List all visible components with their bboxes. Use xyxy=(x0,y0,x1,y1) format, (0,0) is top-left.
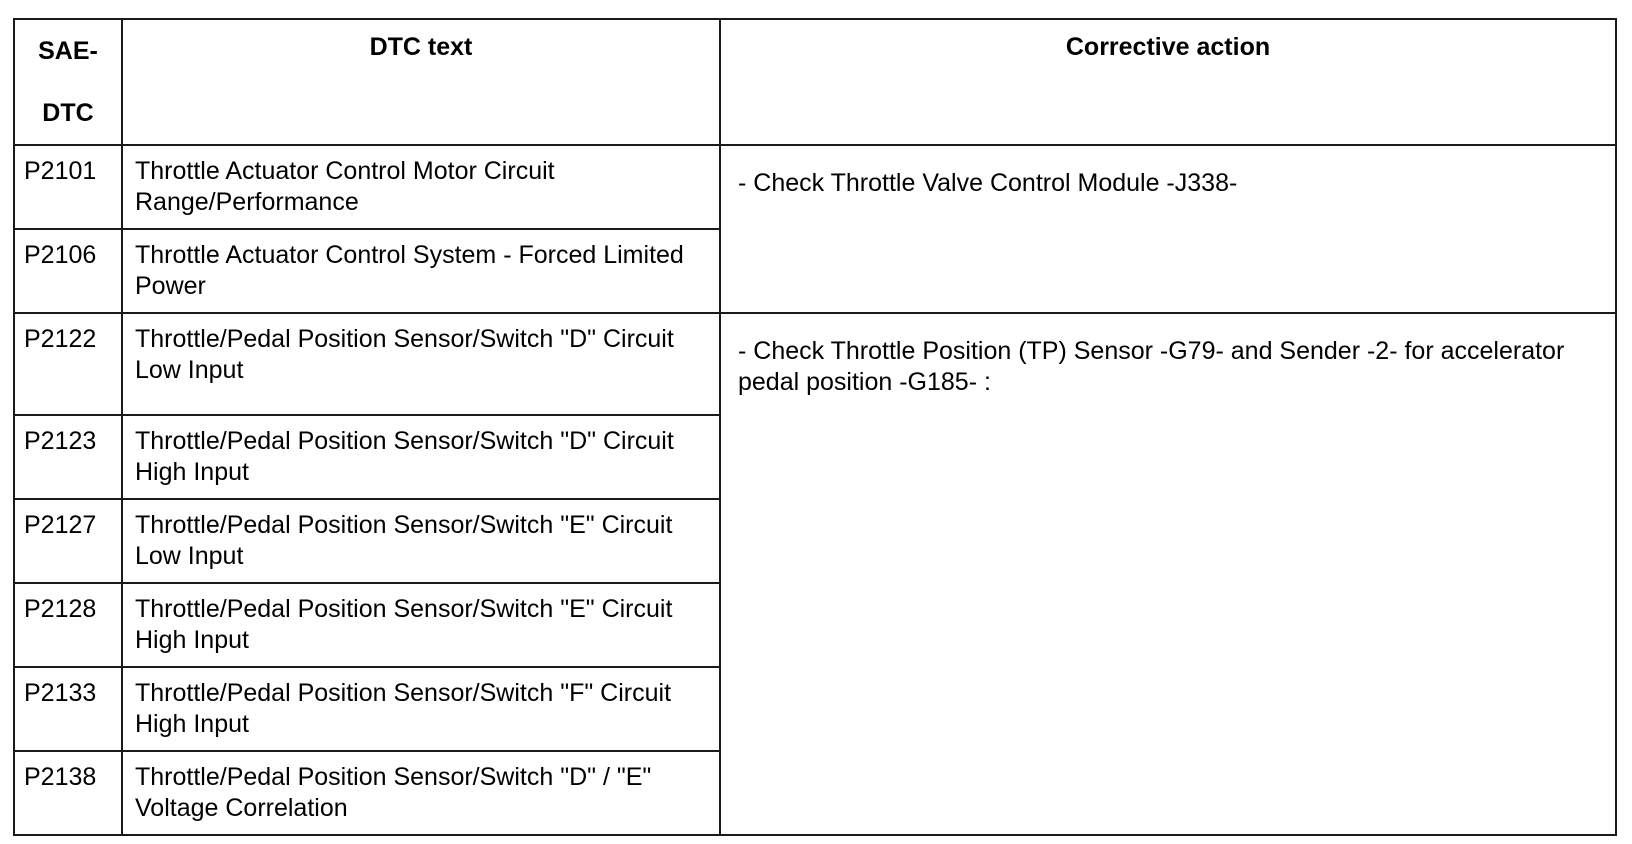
dtc-text-cell: Throttle/Pedal Position Sensor/Switch "E" Circuit Low Input xyxy=(122,499,720,583)
corrective-action-cell: - Check Throttle Valve Control Module -J338- xyxy=(720,145,1616,313)
dtc-text-cell: Throttle Actuator Control System - Forced Limited Power xyxy=(122,229,720,313)
header-sae-dtc-line1: SAE- xyxy=(38,37,98,65)
header-row xyxy=(14,19,1616,145)
dtc-text-cell: Throttle/Pedal Position Sensor/Switch "D" Circuit High Input xyxy=(122,415,720,499)
dtc-code-cell: P2122 xyxy=(14,313,122,415)
dtc-text-cell: Throttle/Pedal Position Sensor/Switch "D" / "E" Voltage Correlation xyxy=(122,751,720,835)
dtc-code-cell: P2133 xyxy=(14,667,122,751)
header-sae-dtc-line2: DTC xyxy=(42,99,94,127)
dtc-code-cell: P2106 xyxy=(14,229,122,313)
dtc-code-cell: P2127 xyxy=(14,499,122,583)
dtc-text-cell: Throttle/Pedal Position Sensor/Switch "F" Circuit High Input xyxy=(122,667,720,751)
dtc-code-cell: P2128 xyxy=(14,583,122,667)
dtc-text-cell: Throttle/Pedal Position Sensor/Switch "E" Circuit High Input xyxy=(122,583,720,667)
header-sae-dtc xyxy=(14,19,122,145)
dtc-code-cell: P2138 xyxy=(14,751,122,835)
corrective-action-cell: - Check Throttle Position (TP) Sensor -G79- and Sender -2- for accelerator pedal position -G185- : xyxy=(720,313,1616,835)
dtc-code-cell: P2101 xyxy=(14,145,122,229)
header-dtc-text: DTC text xyxy=(122,19,720,145)
table-row xyxy=(14,313,1616,415)
dtc-text-cell: Throttle/Pedal Position Sensor/Switch "D" Circuit Low Input xyxy=(122,313,720,415)
dtc-code-cell: P2123 xyxy=(14,415,122,499)
table-row xyxy=(14,145,1616,229)
dtc-text-cell: Throttle Actuator Control Motor Circuit Range/Performance xyxy=(122,145,720,229)
dtc-table xyxy=(13,18,1617,836)
header-corrective-action: Corrective action xyxy=(720,19,1616,145)
